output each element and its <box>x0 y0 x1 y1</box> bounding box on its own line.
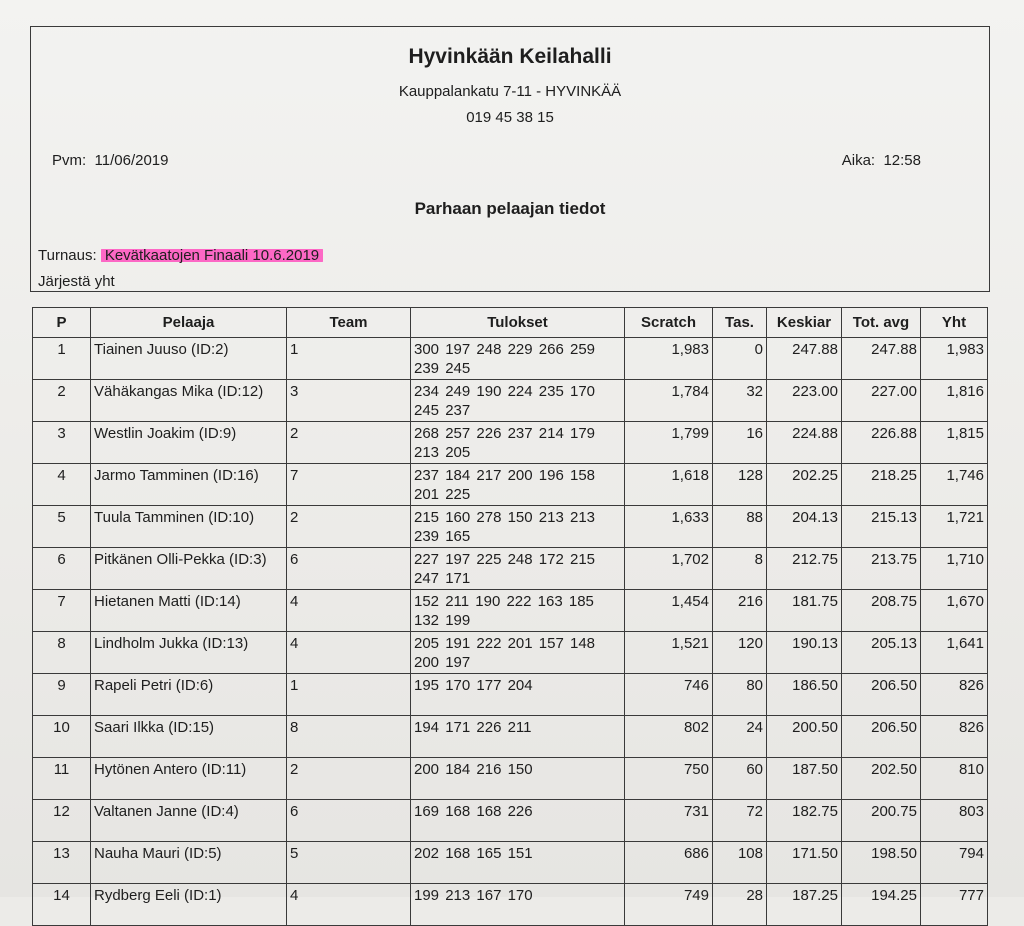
column-header: Yht <box>921 308 988 338</box>
table-row <box>33 632 988 674</box>
rank-cell: 13 <box>33 842 91 884</box>
scratch-cell: 746 <box>625 674 713 716</box>
scores-cell: 237 184 217 200 196 158 201 225 <box>411 464 625 506</box>
table-body <box>33 338 988 926</box>
scratch-cell: 750 <box>625 758 713 800</box>
table-header <box>33 308 988 338</box>
average-cell: 202.25 <box>767 464 842 506</box>
total-cell: 803 <box>921 800 988 842</box>
player-cell: Valtanen Janne (ID:4) <box>91 800 287 842</box>
total-cell: 1,746 <box>921 464 988 506</box>
scratch-cell: 1,633 <box>625 506 713 548</box>
rank-cell: 11 <box>33 758 91 800</box>
scores-cell: 202 168 165 151 <box>411 842 625 884</box>
report-time <box>842 152 921 169</box>
score-list: 197 248 229 266 259 239 245 <box>414 341 596 377</box>
player-cell: Saari Ilkka (ID:15) <box>91 716 287 758</box>
report-subtitle: Parhaan pelaajan tiedot <box>414 199 606 218</box>
average-cell: 190.13 <box>767 632 842 674</box>
average-cell: 212.75 <box>767 548 842 590</box>
player-cell: Tiainen Juuso (ID:2) <box>91 338 287 380</box>
player-cell: Rydberg Eeli (ID:1) <box>91 884 287 926</box>
hall-address: Kauppalankatu 7-11 - HYVINKÄÄ <box>398 83 622 100</box>
average-cell: 181.75 <box>767 590 842 632</box>
player-cell: Rapeli Petri (ID:6) <box>91 674 287 716</box>
table-row <box>33 506 988 548</box>
total-cell: 1,710 <box>921 548 988 590</box>
scratch-cell: 749 <box>625 884 713 926</box>
rank-cell: 3 <box>33 422 91 464</box>
table-row <box>33 590 988 632</box>
hall-title: Hyvinkään Keilahalli <box>408 45 612 68</box>
scratch-cell: 686 <box>625 842 713 884</box>
scratch-cell: 1,618 <box>625 464 713 506</box>
total-cell: 1,815 <box>921 422 988 464</box>
column-header: Scratch <box>625 308 713 338</box>
total-cell: 1,641 <box>921 632 988 674</box>
hall-phone: 019 45 38 15 <box>466 109 554 126</box>
total-cell: 794 <box>921 842 988 884</box>
scores-cell: 227 197 225 248 172 215 247 171 <box>411 548 625 590</box>
scores-cell: 199 213 167 170 <box>411 884 625 926</box>
table-row <box>33 716 988 758</box>
scores-cell: 194 171 226 211 <box>411 716 625 758</box>
total-average-cell: 200.75 <box>842 800 921 842</box>
results-table <box>32 307 988 926</box>
rank-cell: 6 <box>33 548 91 590</box>
rank-cell: 7 <box>33 590 91 632</box>
scores-cell: 268 257 226 237 214 179 213 205 <box>411 422 625 464</box>
rank-cell: 8 <box>33 632 91 674</box>
team-cell: 8 <box>287 716 411 758</box>
rank-cell: 10 <box>33 716 91 758</box>
handicap-cell: 120 <box>713 632 767 674</box>
report-header <box>30 26 990 292</box>
table-row <box>33 674 988 716</box>
team-cell: 4 <box>287 884 411 926</box>
total-cell: 1,816 <box>921 380 988 422</box>
table-row <box>33 380 988 422</box>
tournament-label: Turnaus: <box>38 247 97 264</box>
team-cell: 6 <box>287 800 411 842</box>
total-average-cell: 206.50 <box>842 674 921 716</box>
average-cell: 171.50 <box>767 842 842 884</box>
total-cell: 1,721 <box>921 506 988 548</box>
rank-cell: 1 <box>33 338 91 380</box>
team-cell: 1 <box>287 338 411 380</box>
scratch-cell: 731 <box>625 800 713 842</box>
total-average-cell: 218.25 <box>842 464 921 506</box>
table-row <box>33 800 988 842</box>
total-cell: 1,983 <box>921 338 988 380</box>
team-cell: 5 <box>287 842 411 884</box>
total-average-cell: 213.75 <box>842 548 921 590</box>
handicap-cell: 16 <box>713 422 767 464</box>
column-header: Pelaaja <box>91 308 287 338</box>
rank-cell: 5 <box>33 506 91 548</box>
total-average-cell: 202.50 <box>842 758 921 800</box>
date-value: 11/06/2019 <box>94 152 169 169</box>
player-cell: Pitkänen Olli-Pekka (ID:3) <box>91 548 287 590</box>
table-row <box>33 548 988 590</box>
handicap-cell: 88 <box>713 506 767 548</box>
handicap-cell: 32 <box>713 380 767 422</box>
scores-cell: 152 211 190 222 163 185 132 199 <box>411 590 625 632</box>
date-label: Pvm: <box>52 152 87 169</box>
team-cell: 4 <box>287 590 411 632</box>
total-average-cell: 194.25 <box>842 884 921 926</box>
rank-cell: 14 <box>33 884 91 926</box>
total-average-cell: 215.13 <box>842 506 921 548</box>
scores-cell: 200 184 216 150 <box>411 758 625 800</box>
average-cell: 224.88 <box>767 422 842 464</box>
team-cell: 2 <box>287 422 411 464</box>
team-cell: 2 <box>287 758 411 800</box>
scratch-cell: 1,983 <box>625 338 713 380</box>
scores-cell: 205 191 222 201 157 148 200 197 <box>411 632 625 674</box>
rank-cell: 9 <box>33 674 91 716</box>
total-cell: 826 <box>921 716 988 758</box>
column-header: Tot. avg <box>842 308 921 338</box>
table-row <box>33 758 988 800</box>
scratch-cell: 1,454 <box>625 590 713 632</box>
table-row <box>33 842 988 884</box>
scores-cell: 234 249 190 224 235 170 245 237 <box>411 380 625 422</box>
team-cell: 6 <box>287 548 411 590</box>
total-cell: 1,670 <box>921 590 988 632</box>
team-cell: 7 <box>287 464 411 506</box>
column-header: Tas. <box>713 308 767 338</box>
average-cell: 186.50 <box>767 674 842 716</box>
table-row <box>33 884 988 926</box>
scores-cell: 169 168 168 226 <box>411 800 625 842</box>
handicap-cell: 24 <box>713 716 767 758</box>
rank-cell: 12 <box>33 800 91 842</box>
average-cell: 200.50 <box>767 716 842 758</box>
team-cell: 1 <box>287 674 411 716</box>
scores-cell <box>411 338 625 380</box>
total-cell: 777 <box>921 884 988 926</box>
organizer-line: Järjestä yht <box>38 273 115 290</box>
total-average-cell: 205.13 <box>842 632 921 674</box>
table-row <box>33 464 988 506</box>
tournament-line <box>38 247 323 264</box>
player-cell: Nauha Mauri (ID:5) <box>91 842 287 884</box>
handicap-cell: 216 <box>713 590 767 632</box>
total-average-cell: 208.75 <box>842 590 921 632</box>
average-cell: 204.13 <box>767 506 842 548</box>
handicap-cell: 108 <box>713 842 767 884</box>
total-average-cell: 227.00 <box>842 380 921 422</box>
total-average-cell: 226.88 <box>842 422 921 464</box>
column-header: Keskiar <box>767 308 842 338</box>
time-value: 12:58 <box>883 152 921 169</box>
player-cell: Westlin Joakim (ID:9) <box>91 422 287 464</box>
average-cell: 187.25 <box>767 884 842 926</box>
player-cell: Tuula Tamminen (ID:10) <box>91 506 287 548</box>
team-cell: 2 <box>287 506 411 548</box>
handicap-cell: 8 <box>713 548 767 590</box>
total-average-cell: 247.88 <box>842 338 921 380</box>
handicap-cell: 0 <box>713 338 767 380</box>
scores-cell: 195 170 177 204 <box>411 674 625 716</box>
scratch-cell: 802 <box>625 716 713 758</box>
handicap-cell: 28 <box>713 884 767 926</box>
column-header: P <box>33 308 91 338</box>
scratch-cell: 1,702 <box>625 548 713 590</box>
player-cell: Lindholm Jukka (ID:13) <box>91 632 287 674</box>
handicap-cell: 80 <box>713 674 767 716</box>
average-cell: 187.50 <box>767 758 842 800</box>
player-cell: Hietanen Matti (ID:14) <box>91 590 287 632</box>
total-cell: 826 <box>921 674 988 716</box>
scores-cell: 215 160 278 150 213 213 239 165 <box>411 506 625 548</box>
average-cell: 182.75 <box>767 800 842 842</box>
handicap-cell: 60 <box>713 758 767 800</box>
total-average-cell: 198.50 <box>842 842 921 884</box>
column-header: Team <box>287 308 411 338</box>
average-cell: 247.88 <box>767 338 842 380</box>
total-average-cell: 206.50 <box>842 716 921 758</box>
rank-cell: 2 <box>33 380 91 422</box>
scratch-cell: 1,799 <box>625 422 713 464</box>
handicap-cell: 128 <box>713 464 767 506</box>
player-cell: Hytönen Antero (ID:11) <box>91 758 287 800</box>
scratch-cell: 1,784 <box>625 380 713 422</box>
tournament-name: Kevätkaatojen Finaali 10.6.2019 <box>101 247 323 264</box>
table-row <box>33 338 988 380</box>
column-header: Tulokset <box>411 308 625 338</box>
team-cell: 3 <box>287 380 411 422</box>
average-cell: 223.00 <box>767 380 842 422</box>
highlighted-score: 300 <box>414 341 440 358</box>
player-cell: Jarmo Tamminen (ID:16) <box>91 464 287 506</box>
player-cell: Vähäkangas Mika (ID:12) <box>91 380 287 422</box>
report-date <box>52 152 168 169</box>
scratch-cell: 1,521 <box>625 632 713 674</box>
rank-cell: 4 <box>33 464 91 506</box>
team-cell: 4 <box>287 632 411 674</box>
table-row <box>33 422 988 464</box>
handicap-cell: 72 <box>713 800 767 842</box>
header-row <box>33 308 988 338</box>
total-cell: 810 <box>921 758 988 800</box>
time-label: Aika: <box>841 152 876 169</box>
